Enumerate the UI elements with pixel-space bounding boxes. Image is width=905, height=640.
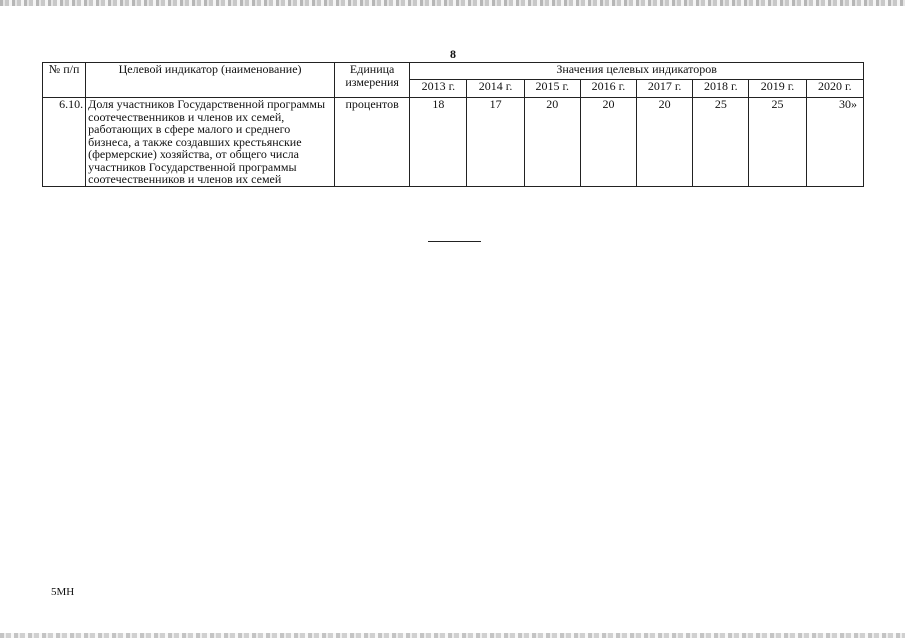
- header-row-top: [43, 63, 864, 80]
- indicators-table: [42, 62, 864, 187]
- row-value-2016: 20: [580, 98, 636, 187]
- header-values-group: Значения целевых индикаторов: [410, 63, 864, 80]
- header-year: 2020 г.: [806, 80, 863, 98]
- row-value-2015: 20: [524, 98, 580, 187]
- row-value-2013: 18: [410, 98, 467, 187]
- header-year: 2013 г.: [410, 80, 467, 98]
- page-number: 8: [450, 47, 456, 61]
- header-year: 2019 г.: [749, 80, 806, 98]
- scan-edge-bottom: [0, 633, 905, 638]
- header-year: 2016 г.: [580, 80, 636, 98]
- header-number: № п/п: [43, 63, 86, 98]
- row-value-2017: 20: [637, 98, 693, 187]
- row-value-2018: 25: [693, 98, 749, 187]
- header-year: 2017 г.: [637, 80, 693, 98]
- header-unit: Единица измерения: [335, 63, 410, 98]
- table-row: [43, 98, 864, 187]
- row-number: 6.10.: [43, 98, 86, 187]
- footer-code: 5МН: [51, 586, 75, 598]
- row-value-2019: 25: [749, 98, 806, 187]
- header-year: 2014 г.: [467, 80, 524, 98]
- row-indicator-name: Доля участников Государственной программы соотечественников и членов их семей, работающих в сфере малого и среднего бизнеса, а также создавших крестьянские (фермерские) хозяйства, от общего числа участников Государственной программы соотечественников и членов их семей: [86, 98, 335, 187]
- scan-edge-top: [0, 0, 905, 6]
- closing-rule: [428, 241, 481, 242]
- row-unit: процентов: [335, 98, 410, 187]
- header-indicator-name: Целевой индикатор (наименование): [86, 63, 335, 98]
- header-year: 2015 г.: [524, 80, 580, 98]
- row-value-2020: 30»: [806, 98, 863, 187]
- row-value-2014: 17: [467, 98, 524, 187]
- header-year: 2018 г.: [693, 80, 749, 98]
